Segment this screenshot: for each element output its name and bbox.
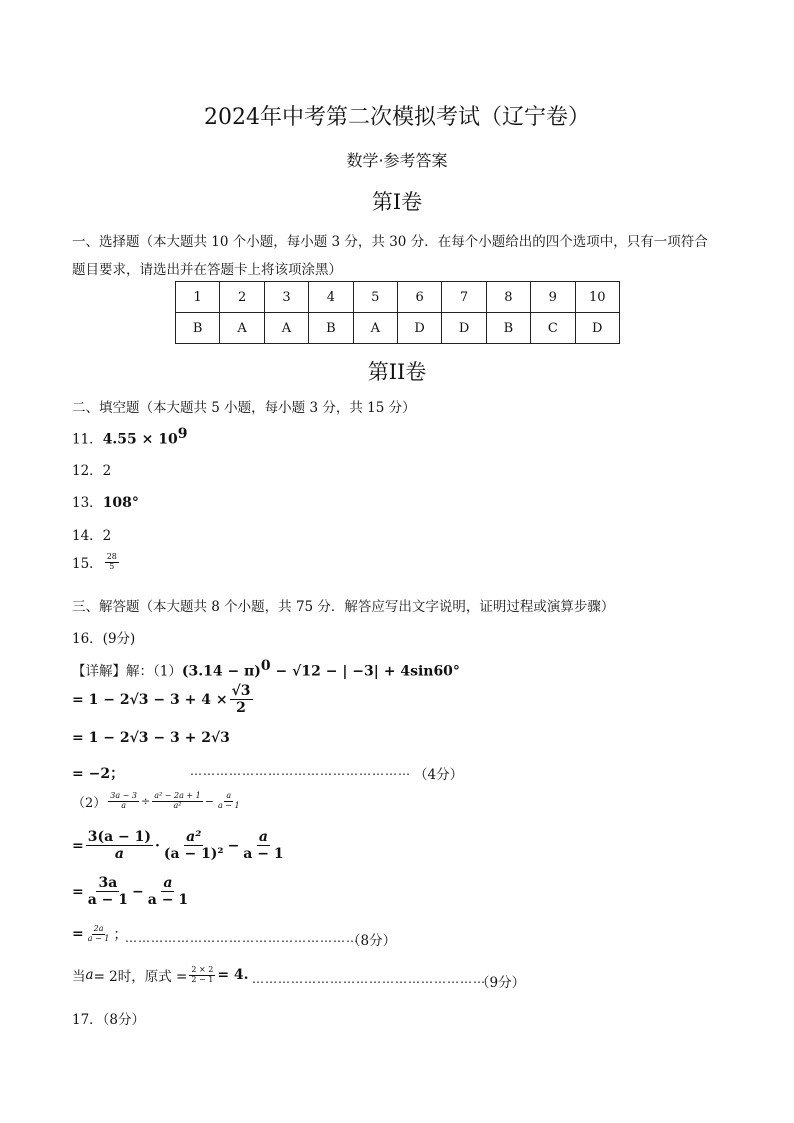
table-cell-number: 8 [486, 282, 530, 313]
q16-part1-expression [72, 658, 460, 680]
step-fraction [216, 792, 242, 811]
step-fraction [146, 875, 190, 908]
solve-section-title: 三、解答题（本大题共 8 个小题，共 75 分．解答应写出文字说明，证明过程或演算步骤） [72, 599, 615, 615]
fraction-numerator: 3(a − 1) [87, 829, 152, 845]
table-cell-number: 5 [353, 282, 397, 313]
table-cell-answer: B [309, 313, 353, 344]
step-fraction [108, 792, 139, 811]
question-number: 15． [72, 556, 103, 572]
expr-exponent: 0 [260, 658, 271, 674]
fraction-denominator: 5 [109, 561, 115, 571]
table-cell-number: 4 [309, 282, 353, 313]
answer-table-number-row [176, 282, 620, 313]
fraction-numerator: √3 [231, 683, 251, 699]
q16-part1-result: = −2； [72, 766, 125, 782]
score-dots: ……………………………………………… [252, 972, 486, 986]
fraction-denominator: a − 1 [217, 801, 240, 810]
minus-sign: − [132, 883, 144, 900]
fraction-denominator: 2 − 1 [191, 974, 214, 984]
answer-13 [72, 491, 139, 511]
answer-table-answer-row [176, 313, 620, 344]
answer-11-value: 4.55 × 10 [102, 431, 178, 448]
table-cell-answer: C [531, 313, 575, 344]
final-value: = 4. [217, 967, 249, 983]
question-17-heading: 17．（8分） [72, 1012, 146, 1028]
fraction-denominator: a − 1 [87, 933, 110, 943]
score-8: （8分） [347, 933, 397, 949]
fraction-numerator: 2 × 2 [191, 964, 214, 974]
step-fraction [86, 829, 153, 862]
document-title: 2024年中考第二次模拟考试（辽宁卷） [204, 105, 590, 130]
choice-section-title-line2: 题目要求，请选出并在答题卡上将该项涂黑） [72, 262, 342, 278]
step-text: = 1 − 2√3 − 3 + 4 × [72, 691, 228, 708]
table-cell-number: 1 [176, 282, 220, 313]
table-cell-answer: B [176, 313, 220, 344]
table-cell-number: 9 [531, 282, 575, 313]
q16-part2-step3 [72, 875, 192, 908]
score-9: （9分） [476, 975, 526, 991]
q16-part1-step2 [72, 683, 255, 716]
step-fraction [152, 792, 203, 811]
score-dots: …………………………………………… [190, 764, 411, 778]
q16-part2-result [72, 924, 127, 944]
table-cell-answer: D [397, 313, 441, 344]
question-number: 13． [72, 495, 103, 511]
answer-table [175, 281, 620, 344]
document-subtitle: 数学·参考答案 [346, 151, 448, 170]
divide-sign: ÷ [141, 795, 151, 808]
answer-14: 14．2 [72, 528, 112, 544]
variable-a: a [85, 967, 94, 983]
table-cell-answer: B [486, 313, 530, 344]
fraction-numerator: 3a − 3 [110, 791, 138, 801]
answer-12: 12．2 [72, 463, 112, 479]
fraction-numerator: 2a [93, 923, 104, 933]
detail-label: 【详解】解：（1） [72, 663, 182, 680]
equals-sign: = [72, 926, 84, 942]
fill-section-title: 二、填空题（本大题共 5 小题，每小题 3 分，共 15 分） [72, 400, 416, 416]
step-fraction [162, 829, 226, 862]
minus-sign: − [204, 795, 214, 808]
table-cell-number: 3 [264, 282, 308, 313]
fraction-numerator: 3a [98, 875, 118, 891]
table-cell-answer: A [220, 313, 264, 344]
answer-15 [72, 552, 121, 572]
equals-sign: = [72, 837, 84, 854]
question-number: 11． [72, 431, 103, 448]
fraction-numerator: a [226, 791, 232, 801]
score-4: （4分） [414, 767, 464, 783]
fraction-denominator: (a − 1)² [163, 846, 224, 863]
final-fraction [189, 966, 215, 985]
expr-part: (3.14 − π) [181, 663, 261, 680]
fraction-numerator: a [258, 829, 268, 845]
final-text: 当 [72, 969, 86, 985]
fraction-numerator: a² − 2a + 1 [154, 791, 201, 801]
step-fraction [241, 829, 285, 862]
equals-sign: = [72, 883, 84, 900]
part-label: （2） [72, 796, 107, 811]
table-cell-number: 2 [220, 282, 264, 313]
answer-13-value: 108° [102, 495, 139, 511]
q16-part2-expression [72, 792, 244, 811]
answer-15-fraction [105, 553, 119, 572]
q16-part2-step2 [72, 829, 288, 862]
table-cell-number: 6 [397, 282, 441, 313]
fraction-numerator: a [163, 875, 173, 891]
fraction-denominator: 2 [236, 700, 246, 717]
table-cell-answer: D [442, 313, 486, 344]
step-fraction [86, 925, 112, 944]
table-cell-answer: A [264, 313, 308, 344]
fraction-numerator: a² [186, 829, 202, 845]
fraction-denominator: a − 1 [243, 846, 284, 863]
answer-11 [72, 426, 188, 448]
volume-1-heading: 第Ⅰ卷 [371, 190, 423, 214]
fraction-denominator: a [114, 846, 124, 863]
semicolon: ； [113, 927, 128, 943]
answer-11-exponent: 9 [177, 426, 188, 442]
final-text: = 2时，原式 = [93, 969, 188, 985]
table-cell-number: 7 [442, 282, 486, 313]
q16-final-line [72, 965, 249, 985]
fraction-numerator: 28 [106, 551, 117, 561]
score-dots: ……………………………………………… [125, 931, 359, 945]
table-cell-number: 10 [575, 282, 619, 313]
minus-sign: − [227, 837, 240, 854]
volume-2-heading: 第II卷 [367, 360, 427, 384]
step-fraction [230, 683, 253, 716]
table-cell-answer: A [353, 313, 397, 344]
q16-part1-step3: = 1 − 2√3 − 3 + 2√3 [72, 730, 230, 746]
table-cell-answer: D [575, 313, 619, 344]
fraction-denominator: a² [173, 801, 182, 810]
fraction-denominator: a [121, 801, 127, 810]
step-fraction [86, 875, 130, 908]
expr-rest: − √12 − | −3| + 4sin60° [270, 663, 460, 680]
multiply-dot: · [155, 837, 160, 854]
fraction-denominator: a − 1 [87, 892, 129, 909]
question-16-heading: 16．(9分) [72, 631, 136, 647]
choice-section-title-line1: 一、选择题（本大题共 10 个小题，每小题 3 分，共 30 分．在每个小题给出的四个选项中，只有一项符合 [72, 234, 708, 250]
fraction-denominator: a − 1 [147, 892, 189, 909]
